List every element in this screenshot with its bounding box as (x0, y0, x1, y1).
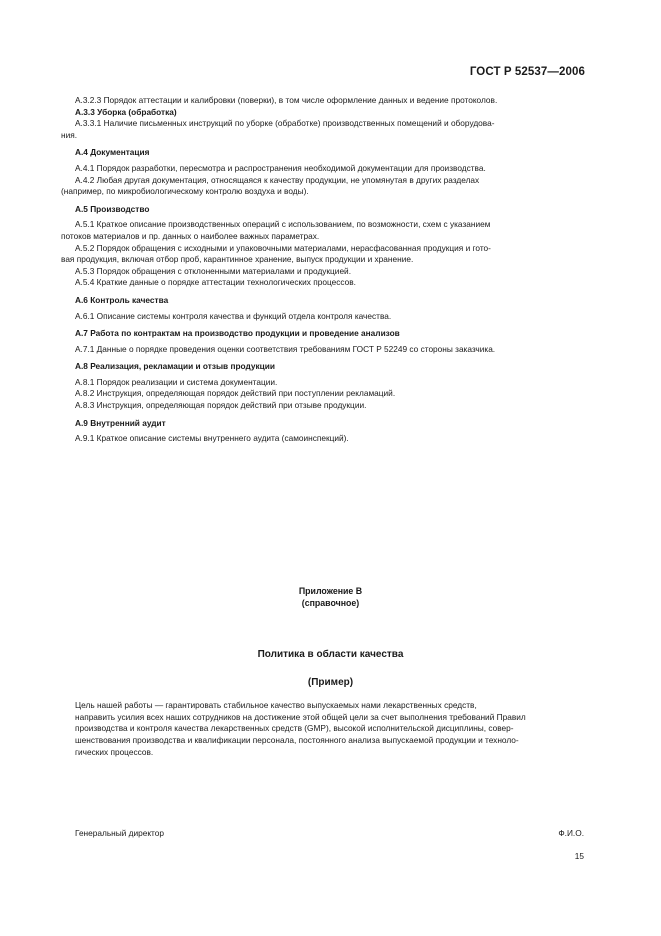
section-paragraph: А.5.4 Краткие данные о порядке аттестации технологических процессов. (75, 277, 356, 288)
section-paragraph: А.5.3 Порядок обращения с отклоненными материалами и продукцией. (75, 265, 352, 276)
section-paragraph: А.3.3.1 Наличие письменных инструкций по уборке (обработке) производственных помещений и оборудова- (75, 118, 495, 129)
section-paragraph: потоков материалов и пр. данных о наиболее важных параметрах. (61, 230, 320, 241)
section-paragraph: А.8.2 Инструкция, определяющая порядок действий при поступлении рекламаций. (75, 388, 396, 399)
section-paragraph: ния. (61, 129, 78, 140)
policy-title: Политика в области качества (257, 649, 404, 660)
policy-line: производства и контроля качества лекарственных средств (GMP), высокой исполнительской дисциплины, совер- (75, 723, 514, 734)
policy-line: направить усилия всех наших сотрудников на достижение этой общей цели за счет выполнения требований Правил (75, 711, 526, 722)
policy-subtitle: (Пример) (307, 677, 354, 688)
appendix-kind: (справочное) (301, 598, 360, 608)
appendix-label: Приложение В (298, 586, 363, 596)
policy-line: шенствования производства и квалификации персонала, постоянного анализа выпускаемой продукции и техноло- (75, 735, 519, 746)
policy-text (61, 700, 583, 759)
section-paragraph: А.5.1 Краткое описание производственных операций с использованием, по возможности, схем с указанием (75, 219, 491, 230)
section-paragraph: вая продукция, включая отбор проб, карантинное хранение, выпуск продукции и хранение. (61, 254, 414, 265)
section-paragraph: А.7.1 Данные о порядке проведения оценки соответствия требованиям ГОСТ Р 52249 со стороны заказчика. (75, 343, 496, 354)
section-paragraph: А.8.3 Инструкция, определяющая порядок действий при отзыве продукции. (75, 400, 367, 411)
appendix-heading (0, 585, 661, 609)
section-paragraph: А.5.2 Порядок обращения с исходными и упаковочными материалами, нерасфасованная продукция и гото- (75, 242, 491, 253)
policy-line: Цель нашей работы — гарантировать стабильное качество выпускаемых нами лекарственных средств, (75, 700, 477, 710)
policy-line: гических процессов. (75, 746, 154, 757)
section-heading: А.9 Внутренний аудит (75, 417, 166, 428)
signature-position: Генеральный директор (75, 828, 164, 838)
section-heading: А.6 Контроль качества (75, 294, 169, 305)
section-heading: А.5 Производство (75, 203, 150, 214)
section-paragraph: (например, по микробиологическому контролю воздуха и воды). (61, 186, 309, 197)
section-paragraph: А.4.2 Любая другая документация, относящаяся к качеству продукции, не упомянутая в других разделах (75, 174, 480, 185)
section-paragraph: А.8.1 Порядок реализации и система документации. (75, 376, 278, 387)
section-paragraph: А.3.2.3 Порядок аттестации и калибровки (поверки), в том числе оформление данных и ведение протоколов. (75, 95, 498, 105)
document-code: ГОСТ Р 52537—2006 (469, 66, 585, 78)
section-heading: А.8 Реализация, рекламации и отзыв продукции (75, 361, 275, 372)
section-paragraph: А.4.1 Порядок разработки, пересмотра и распространения необходимой документации для производства. (75, 162, 486, 173)
section-heading: А.4 Документация (75, 147, 150, 158)
section-paragraph: А.6.1 Описание системы контроля качества и функций отдела контроля качества. (75, 310, 392, 321)
section-heading: А.3.3 Уборка (обработка) (75, 106, 177, 117)
signature-name: Ф.И.О. (558, 828, 584, 838)
section-paragraph: А.9.1 Краткое описание системы внутреннего аудита (самоинспекций). (75, 433, 349, 444)
appendix-a-content (61, 95, 583, 445)
section-heading: А.7 Работа по контрактам на производство продукции и проведение анализов (75, 328, 400, 339)
page-number: 15 (574, 851, 584, 861)
